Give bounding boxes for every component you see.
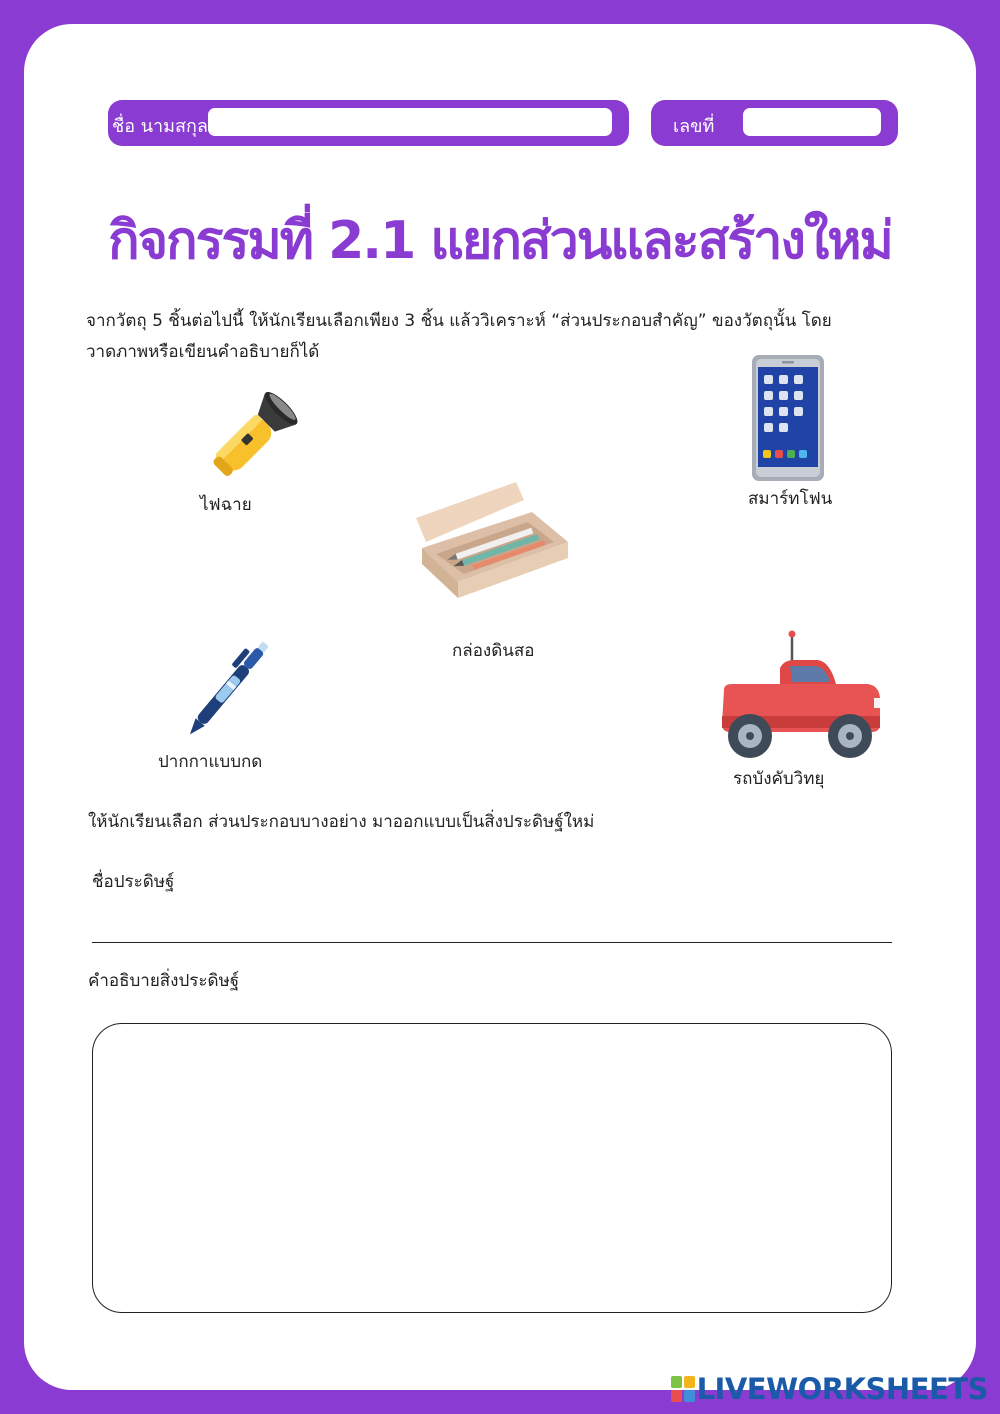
- instruction-line-2: วาดภาพหรือเขียนคำอธิบายก็ได้: [86, 342, 320, 362]
- number-bar: [651, 100, 898, 146]
- instruction-line-1: จากวัตถุ 5 ชิ้นต่อไปนี้ ให้นักเรียนเลือกเพียง 3 ชิ้น แล้ววิเคราะห์ “ส่วนประกอบสำคัญ” ของวัตถุนั้น โดย: [86, 311, 832, 331]
- invention-description-label: คำอธิบายสิ่งประดิษฐ์: [88, 971, 240, 991]
- name-input[interactable]: [208, 108, 612, 136]
- smartphone-icon: [752, 355, 824, 481]
- name-label: ชื่อ นามสกุล: [112, 116, 208, 137]
- smartphone-label: สมาร์ทโฟน: [748, 489, 833, 509]
- liveworksheets-watermark: [671, 1372, 988, 1406]
- invention-description-box[interactable]: [92, 1023, 892, 1313]
- number-label: เลขที่: [673, 116, 715, 137]
- task-instruction: ให้นักเรียนเลือก ส่วนประกอบบางอย่าง มาออกแบบเป็นสิ่งประดิษฐ์ใหม่: [88, 812, 595, 832]
- page-title: กิจกรรมที่ 2.1 แยกส่วนและสร้างใหม่: [108, 211, 892, 271]
- number-input[interactable]: [743, 108, 881, 136]
- liveworksheets-logo-icon: [671, 1376, 695, 1402]
- flashlight-icon: [190, 368, 320, 498]
- rc-car-icon: [718, 628, 883, 763]
- pen-icon: [168, 618, 298, 748]
- name-bar: [108, 100, 629, 146]
- rc-car-label: รถบังคับวิทยุ: [733, 769, 825, 789]
- watermark-text: LIVEWORKSHEETS: [696, 1372, 988, 1406]
- pen-label: ปากกาแบบกด: [158, 752, 263, 772]
- invention-name-line[interactable]: [92, 942, 892, 943]
- flashlight-label: ไฟฉาย: [200, 495, 252, 515]
- invention-name-label: ชื่อประดิษฐ์: [92, 872, 175, 892]
- pencil-case-label: กล่องดินสอ: [452, 641, 535, 661]
- pencil-case-icon: [412, 478, 572, 623]
